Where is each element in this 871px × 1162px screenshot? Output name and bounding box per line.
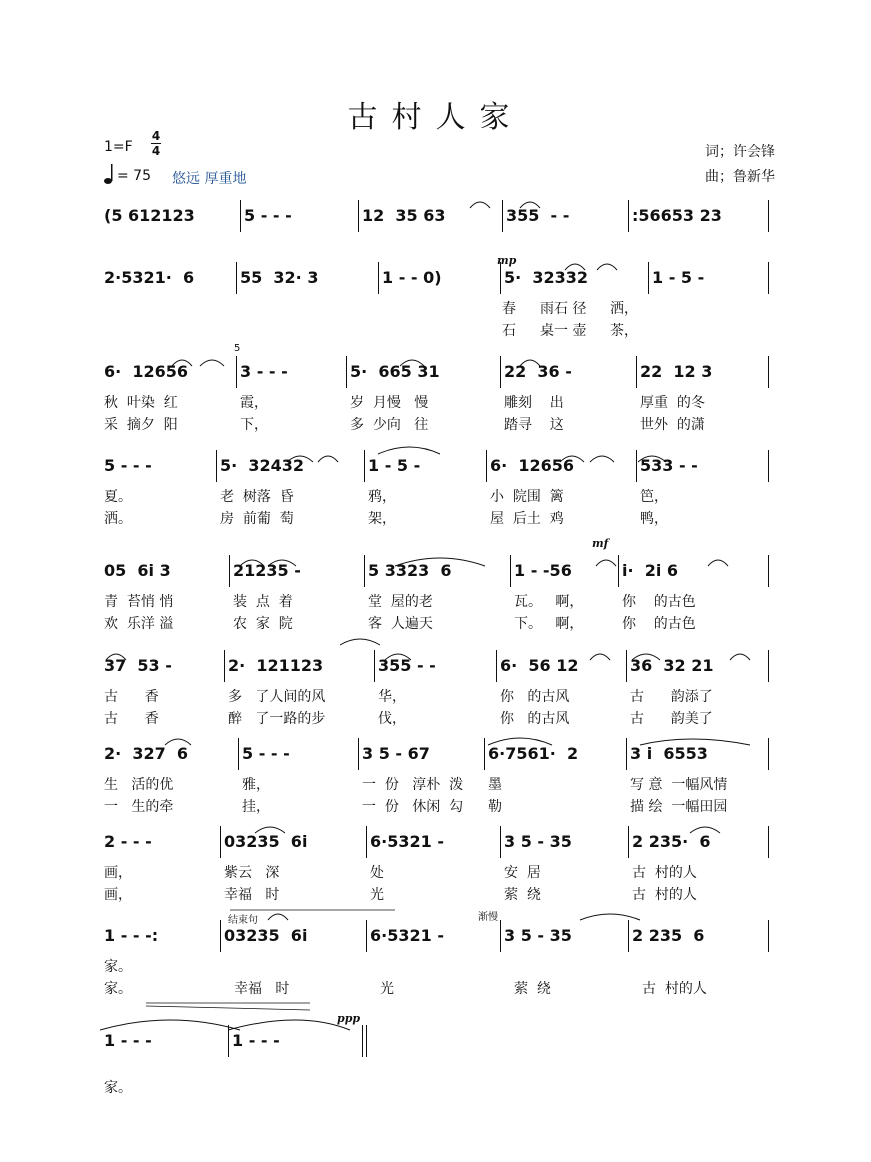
measure-notes: 6· 12656: [104, 362, 189, 381]
measure-notes: 37 53 -: [104, 656, 172, 675]
lyric-line-2: 你 的古色: [622, 616, 696, 632]
lyric-line-1: 生 活的优: [104, 777, 174, 793]
slur: [565, 264, 585, 270]
measure-notes: 22 12 3: [640, 362, 713, 381]
key-signature: 1=F: [104, 139, 133, 155]
slur: [596, 560, 616, 566]
measure-notes: 6·5321 -: [370, 926, 444, 945]
measure-notes: 6· 56 12: [500, 656, 579, 675]
lyric-line-1: 家。: [104, 959, 132, 975]
lyric-line-2: 家。: [104, 1080, 132, 1096]
measure-notes: 5· 32332: [504, 268, 589, 287]
lyric-line-2: 伐，: [378, 711, 406, 727]
slur: [385, 654, 411, 660]
measure-notes: 1 - 5 -: [652, 268, 705, 287]
lyric-line-1: 鸦，: [368, 489, 396, 505]
slur: [638, 456, 666, 462]
slur: [590, 456, 614, 462]
slur: [255, 827, 285, 833]
measure-notes: 21235 -: [233, 561, 301, 580]
measure-notes: 03235 6i: [224, 926, 308, 945]
slur: [690, 827, 720, 833]
lyric-line-1: 秋 叶染 红: [104, 395, 178, 411]
lyric-line-2: 幸福 时: [234, 981, 290, 997]
ending-mark: 结束句: [228, 915, 258, 926]
measure-notes: :56653 23: [632, 206, 722, 225]
lyric-line-1: 画，: [104, 865, 132, 881]
lyric-line-1: 洒，: [610, 301, 638, 317]
measure-notes: 5 - - -: [242, 744, 290, 763]
lyric-line-1: 一 份 淳朴 泼: [362, 777, 464, 793]
slur: [597, 264, 617, 270]
time-signature-top: 4: [151, 129, 161, 143]
measure-notes: 36 32 21: [630, 656, 714, 675]
dynamic-mf: mf: [592, 537, 609, 550]
lyric-line-2: 醉 了一路的步: [228, 711, 326, 727]
lyric-line-1: 华，: [378, 689, 406, 705]
lyric-line-1: 霞，: [240, 395, 268, 411]
lyric-line-2: 萦 绕: [504, 887, 541, 903]
dynamic-mp: mp: [497, 254, 517, 267]
measure-notes: 12 35 63: [362, 206, 446, 225]
measure-notes: 2· 121123: [228, 656, 324, 675]
slur: [520, 360, 540, 366]
slur: [520, 202, 540, 208]
lyric-line-1: 处: [370, 865, 384, 881]
slur: [590, 654, 610, 660]
lyric-line-2: 描 绘 一幅田园: [630, 799, 728, 815]
slur: [400, 360, 424, 366]
measure-notes: (5 612123: [104, 206, 195, 225]
lyric-line-1: 装 点 着: [233, 594, 293, 610]
slur: [395, 558, 485, 566]
measure-notes: 1 - - 0): [382, 268, 442, 287]
lyric-line-1: 紫云 深: [224, 865, 280, 881]
measure-notes: i· 2i 6: [622, 561, 679, 580]
lyric-line-1: 老 树落 昏: [220, 489, 294, 505]
lyric-line-2: 踏寻 这: [504, 417, 564, 433]
measure-notes: 2·5321· 6: [104, 268, 195, 287]
lyric-line-2: 架，: [368, 511, 396, 527]
lyric-line-2: 你 的古风: [500, 711, 570, 727]
lyric-line-2: 挂，: [242, 799, 270, 815]
lyric-line-1: 安 居: [504, 865, 541, 881]
lyric-line-1: 古 韵添了: [630, 689, 713, 705]
lyric-line-2: 世外 的潇: [640, 417, 705, 433]
measure-notes: 5 - - -: [244, 206, 292, 225]
ritardando-mark: 渐慢: [478, 912, 498, 923]
measure-notes: 6· 12656: [490, 456, 575, 475]
measure-notes: 1 - 5 -: [368, 456, 421, 475]
lyric-line-2: 下，: [240, 417, 268, 433]
slur: [100, 1020, 240, 1030]
measure-notes: 5· 32432: [220, 456, 305, 475]
lyric-line-2: 下。 啊，: [514, 616, 584, 632]
lyric-line-1: 岁 月慢 慢: [350, 395, 429, 411]
lyric-line-2: 古 村的人: [642, 981, 707, 997]
slur: [165, 739, 191, 745]
lyric-line-1: 古 香: [104, 689, 159, 705]
slur: [560, 456, 584, 462]
lyric-line-2: 多 少向 往: [350, 417, 429, 433]
measure-notes: 6·7561· 2: [488, 744, 579, 763]
lyric-line-1: 堂 屋的老: [368, 594, 433, 610]
measure-notes: 3 5 - 67: [362, 744, 430, 763]
slur: [488, 738, 552, 745]
slur: [318, 456, 338, 462]
slur: [228, 1020, 350, 1030]
lyric-line-2: 勒: [488, 799, 502, 815]
lyric-line-1: 雅，: [242, 777, 270, 793]
lyric-line-1: 青 苔悄 悄: [104, 594, 174, 610]
measure-notes: 2· 327 6: [104, 744, 189, 763]
lyric-line-1: 瓦。 啊，: [514, 594, 584, 610]
tempo: = 75: [117, 168, 151, 184]
lyric-line-2: 古 村的人: [632, 887, 697, 903]
measure-notes: 05 6i 3: [104, 561, 171, 580]
lyric-line-2: 萦 绕: [514, 981, 551, 997]
measure-notes: 2 235· 6: [632, 832, 711, 851]
lyric-line-2: 屋 后土 鸡: [490, 511, 564, 527]
measure-notes: 1 - - -: [104, 1031, 152, 1050]
measure-notes: 5· 665 31: [350, 362, 440, 381]
slur: [287, 456, 313, 462]
slur: [632, 654, 660, 660]
slur: [378, 447, 440, 454]
lyric-line-1: 古 村的人: [632, 865, 697, 881]
measure-notes: 3 5 - 35: [504, 832, 572, 851]
lyric-line-1: 你 的古色: [622, 594, 696, 610]
lyric-line-2: 欢 乐洋 溢: [104, 616, 174, 632]
slur: [268, 560, 296, 566]
song-title: 古村人家: [347, 100, 524, 135]
lyric-line-1: 春: [502, 301, 516, 317]
lyric-line-1: 雕刻 出: [504, 395, 564, 411]
lyric-line-1: 厚重 的冬: [640, 395, 705, 411]
lyric-line-2: 洒。: [104, 511, 132, 527]
lyric-line-2: 古 香: [104, 711, 159, 727]
measure-notes: 3 5 - 35: [504, 926, 572, 945]
lyric-line-1: 你 的古风: [500, 689, 570, 705]
lyric-line-1: 多 了人间的风: [228, 689, 326, 705]
measure-notes: 03235 6i: [224, 832, 308, 851]
measure-notes: 55 32· 3: [240, 268, 319, 287]
lyric-line-2: 光: [370, 887, 384, 903]
composer: 曲；鲁新华: [705, 169, 775, 185]
expression-mark: 悠远 厚重地: [172, 171, 247, 187]
lyric-line-2: 采 摘夕 阳: [104, 417, 178, 433]
measure-notes: 2 - - -: [104, 832, 152, 851]
measure-notes: 3 - - -: [240, 362, 288, 381]
measure-notes: 355 - -: [378, 656, 436, 675]
measure-notes: 1 - -56: [514, 561, 572, 580]
lyric-line-2: 光: [380, 981, 394, 997]
slur: [240, 560, 264, 566]
lyric-line-2: 房 前葡 萄: [220, 511, 294, 527]
slur: [340, 639, 380, 645]
lyric-line-2: 农 家 院: [233, 616, 293, 632]
measure-notes: 5 - - -: [104, 456, 152, 475]
lyric-line-1: 雨石 径: [540, 301, 587, 317]
lyric-line-1: 小 院围 篱: [490, 489, 564, 505]
time-signature-bottom: 4: [151, 144, 161, 158]
lyric-line-1: 笆，: [640, 489, 668, 505]
lyric-line-2: 家。: [104, 981, 132, 997]
slur: [640, 739, 750, 745]
slur: [708, 560, 728, 566]
lyric-line-1: 墨: [488, 777, 502, 793]
lyric-line-2: 画，: [104, 887, 132, 903]
measure-notes: 1 - - -:: [104, 926, 159, 945]
measure-notes: 2 235 6: [632, 926, 705, 945]
volta-number: 5: [234, 343, 241, 354]
dynamic-ppp: ppp: [337, 1012, 361, 1025]
measure-notes: 533 - -: [640, 456, 698, 475]
slur: [200, 360, 224, 366]
slur: [268, 914, 288, 920]
lyricist: 词；许会锋: [705, 144, 775, 160]
lyric-line-1: 夏。: [104, 489, 132, 505]
lyric-line-2: 幸福 时: [224, 887, 280, 903]
lyric-line-2: 桌一 壶: [540, 323, 587, 339]
measure-notes: 22 36 -: [504, 362, 572, 381]
lyric-line-2: 一 份 休闲 勾: [362, 799, 464, 815]
slur: [730, 654, 750, 660]
measure-notes: 5 3323 6: [368, 561, 452, 580]
measure-notes: 1 - - -: [232, 1031, 280, 1050]
slur: [106, 654, 126, 660]
lyric-line-2: 客 人遍天: [368, 616, 433, 632]
measure-notes: 355 - -: [506, 206, 570, 225]
lyric-line-2: 石: [502, 323, 516, 339]
diminuendo-line: [146, 1006, 310, 1010]
slur: [470, 202, 490, 208]
lyric-line-2: 鸭，: [640, 511, 668, 527]
lyric-line-2: 茶，: [610, 323, 638, 339]
lyric-line-2: 古 韵美了: [630, 711, 713, 727]
lyric-line-2: 一 生的牵: [104, 799, 174, 815]
slur: [172, 360, 192, 366]
measure-notes: 3 i 6553: [630, 744, 708, 763]
slur: [580, 914, 640, 920]
lyric-line-1: 写 意 一幅风情: [630, 777, 728, 793]
measure-notes: 6·5321 -: [370, 832, 444, 851]
